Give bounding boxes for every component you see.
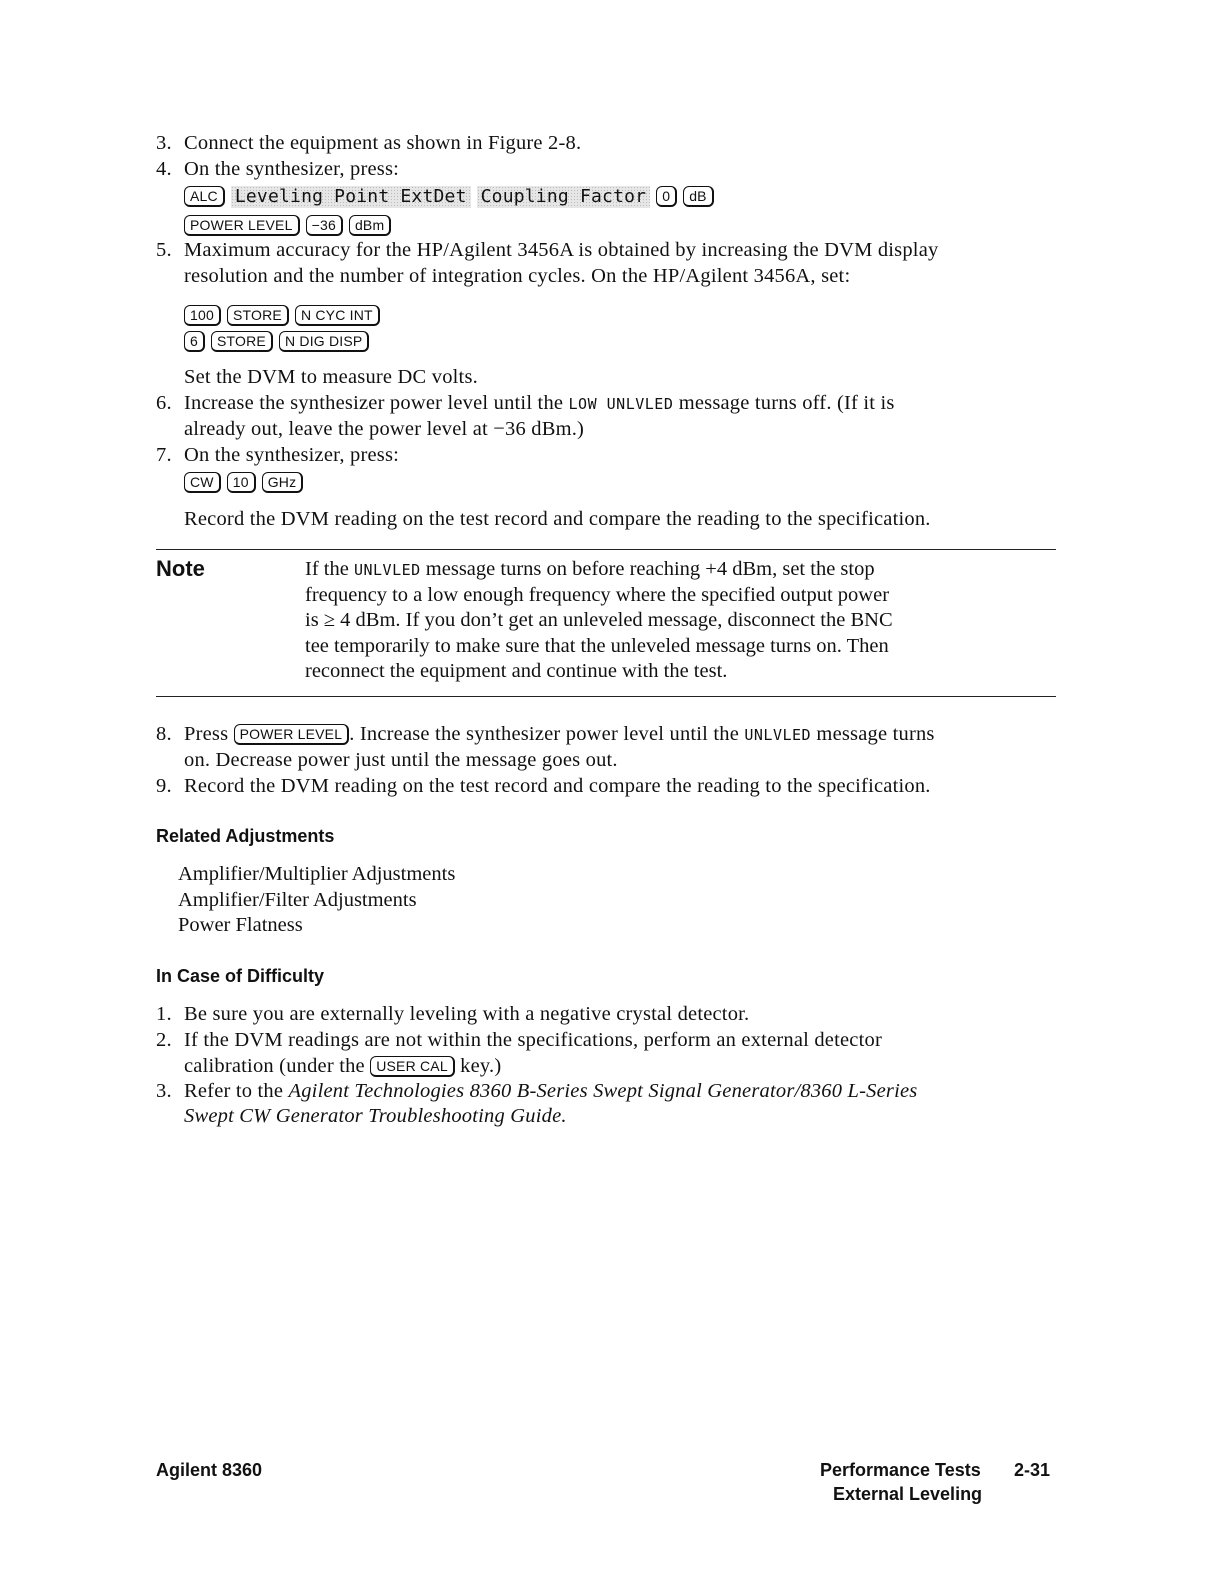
step-text-wrap (184, 721, 935, 748)
step-number: 2. (156, 1029, 172, 1051)
key-sequence (184, 212, 397, 238)
note-line (305, 556, 875, 583)
step-text-cont: on. Decrease power just until the message goes out. (184, 749, 618, 771)
note-line: tee temporarily to make sure that the unleveled message turns on. Then (305, 635, 889, 657)
note-line: frequency to a low enough frequency where the specified output power (305, 584, 890, 606)
note-line: reconnect the equipment and continue with the test. (305, 660, 728, 682)
step-text: key.) (460, 1055, 502, 1077)
step-text: . Increase the synthesizer power level until the (349, 723, 740, 745)
difficulty-heading: In Case of Difficulty (156, 966, 325, 986)
step-text: Increase the synthesizer power level until the (184, 392, 564, 414)
key-6: 6 (184, 331, 205, 352)
store-key: STORE (227, 305, 289, 326)
leveling-point-softkey: Leveling Point ExtDet (231, 186, 471, 208)
key-sequence (184, 469, 309, 495)
step-text: message turns (816, 723, 935, 745)
step-number: 1. (156, 1003, 172, 1025)
step-text-cont: already out, leave the power level at −36 dBm.) (184, 418, 585, 440)
zero-key: 0 (656, 186, 677, 207)
minus-36-key: −36 (306, 215, 343, 236)
note-bottom-rule (156, 696, 1056, 697)
step-text-wrap (184, 390, 895, 417)
key-100: 100 (184, 305, 221, 326)
step-text: calibration (under the (184, 1055, 365, 1077)
step-text: On the synthesizer, press: (184, 158, 400, 180)
related-item: Amplifier/Multiplier Adjustments (178, 863, 456, 885)
step-text: Maximum accuracy for the HP/Agilent 3456A is obtained by increasing the DVM display (184, 239, 939, 261)
step-text: If the DVM readings are not within the specifications, perform an external detector (184, 1029, 882, 1051)
display-message: LOW UNLVLED (568, 395, 674, 413)
step-number: 5. (156, 239, 172, 261)
step-number: 3. (156, 132, 172, 154)
step-number: 9. (156, 775, 172, 797)
step-text: Refer to the (184, 1080, 284, 1102)
ghz-key: GHz (262, 472, 304, 493)
footer-section: Performance Tests (820, 1460, 981, 1480)
step-text: Record the DVM reading on the test record and compare the reading to the specification. (184, 775, 931, 797)
display-message: UNLVLED (353, 561, 421, 579)
key-sequence (184, 302, 386, 328)
display-message: UNLVLED (744, 726, 812, 744)
step-text-cont (184, 1053, 501, 1079)
user-cal-key: USER CAL (370, 1056, 455, 1077)
key-10: 10 (227, 472, 256, 493)
db-key: dB (683, 186, 714, 207)
step-text: Be sure you are externally leveling with a negative crystal detector. (184, 1003, 750, 1025)
step-number: 7. (156, 444, 172, 466)
n-dig-disp-key: N DIG DISP (279, 331, 369, 352)
note-text: If the (305, 558, 349, 580)
coupling-factor-softkey: Coupling Factor (477, 186, 651, 208)
note-label: Note (156, 556, 205, 581)
step-text: Press (184, 723, 229, 745)
key-sequence (184, 183, 720, 209)
n-cyc-int-key: N CYC INT (295, 305, 380, 326)
store-key: STORE (211, 331, 273, 352)
footer-subsection: External Leveling (833, 1484, 983, 1504)
footer-product: Agilent 8360 (156, 1460, 263, 1480)
step-text: . (561, 1105, 567, 1127)
alc-key: ALC (184, 186, 225, 207)
step-text-cont: Record the DVM reading on the test record and compare the reading to the specification. (184, 508, 931, 530)
step-text: Connect the equipment as shown in Figure 2-8. (184, 132, 582, 154)
note-top-rule (156, 549, 1056, 550)
guide-title: Agilent Technologies 8360 B-Series Swept Signal Generator/8360 L-Series (288, 1080, 918, 1102)
footer-page-number: 2-31 (1014, 1460, 1051, 1480)
note-line: is ≥ 4 dBm. If you don’t get an unleveled message, disconnect the BNC (305, 609, 893, 631)
step-text-cont (184, 1103, 567, 1129)
cw-key: CW (184, 472, 221, 493)
step-number: 8. (156, 723, 172, 745)
step-number: 6. (156, 392, 172, 414)
dbm-key: dBm (349, 215, 391, 236)
guide-title: Swept CW Generator Troubleshooting Guide (184, 1105, 562, 1127)
step-number: 4. (156, 158, 172, 180)
step-text-cont: Set the DVM to measure DC volts. (184, 366, 478, 388)
note-text: message turns on before reaching +4 dBm, set the stop (425, 558, 875, 580)
related-adjustments-heading: Related Adjustments (156, 826, 335, 846)
related-item: Amplifier/Filter Adjustments (178, 889, 417, 911)
step-text: On the synthesizer, press: (184, 444, 400, 466)
step-text: message turns off. (If it is (678, 392, 895, 414)
step-text-wrap (184, 1078, 917, 1104)
key-sequence (184, 328, 375, 354)
power-level-key: POWER LEVEL (184, 215, 300, 236)
step-number: 3. (156, 1080, 172, 1102)
step-text-cont: resolution and the number of integration cycles. On the HP/Agilent 3456A, set: (184, 265, 851, 287)
power-level-key: POWER LEVEL (234, 724, 350, 745)
related-item: Power Flatness (178, 914, 303, 936)
